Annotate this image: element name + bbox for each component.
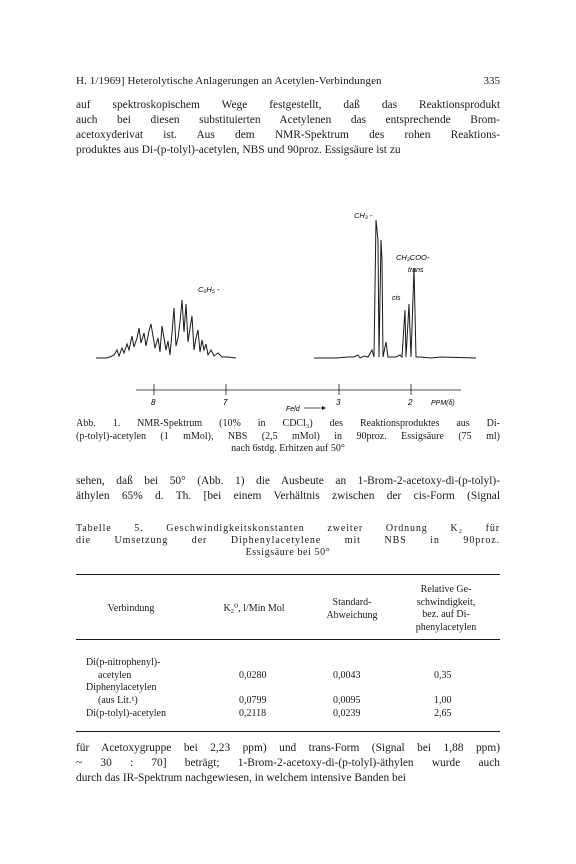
table-cell-std: 0,0043 <box>333 670 361 681</box>
text-line: auch bei diesen substituierten Acetylenen das entsprechende Brom- <box>76 114 500 126</box>
caption-line: nach 6stdg. Erhitzen auf 50° <box>231 443 345 454</box>
peak-label-cis: cis <box>392 295 401 302</box>
header-compound: Verbindung <box>107 603 155 614</box>
running-header <box>76 75 500 87</box>
table-title <box>76 523 500 559</box>
header-relative-rate <box>396 584 496 634</box>
nmr-spectrum-figure <box>96 200 476 415</box>
header-line: Relative Ge- <box>420 584 472 595</box>
paragraph-conclusion <box>76 741 500 786</box>
table-header-rule <box>76 639 500 640</box>
figure-caption <box>76 418 500 456</box>
text-line: durch das IR-Spektrum nachgewiesen, in welchem intensive Banden bei <box>76 772 406 784</box>
peak-label-acetoxy: CH₃COO- <box>396 253 430 262</box>
tick-label: 8 <box>151 398 156 407</box>
table-title-line: Tabelle 5. Geschwindigkeitskonstanten zweiter Ordnung K₂ für <box>76 523 500 534</box>
header-line: bez. auf Di- <box>422 609 470 620</box>
tick-label: 2 <box>408 398 413 407</box>
table-row-name: acetylen <box>98 670 132 681</box>
table-cell-k: 0,2118 <box>239 708 267 719</box>
table-row-name: Diphenylacetylen <box>86 682 157 693</box>
header-line: schwindigkeit, <box>416 596 476 608</box>
field-arrow-head <box>322 406 326 410</box>
table-top-rule <box>76 574 500 575</box>
table-cell-k: 0,0280 <box>239 670 267 681</box>
text-line: acetoxyderivat ist. Aus dem NMR-Spektrum des rohen Reaktions- <box>76 129 500 141</box>
table-bottom-rule <box>76 731 500 732</box>
text-line: äthylen 65% d. Th. [bei einem Verhältnis zwischen der cis-Form (Signal <box>76 490 500 502</box>
table-cell-k: 0,0799 <box>239 695 267 706</box>
spectrum-trace-aliphatic <box>314 220 476 358</box>
header-rate-constant: K₂⁰, l/Min Mol <box>223 603 285 614</box>
text-line: sehen, daß bei 50° (Abb. 1) die Ausbeute an 1-Brom-2-acetoxy-di-(p-tolyl)- <box>76 475 500 487</box>
peak-label-aromatic: C₆H₅ - <box>198 285 220 294</box>
table-row-name: (aus Lit.¹) <box>98 695 138 706</box>
peak-label-methyl: CH₃ - <box>354 211 373 220</box>
table-row-name: Di(p-tolyl)-acetylen <box>86 708 166 719</box>
axis-unit-label: PPM(δ) <box>431 400 455 407</box>
peak-label-trans: trans <box>408 267 424 274</box>
paragraph-intro <box>76 98 500 158</box>
header-title: H. 1/1969] Heterolytische Anlagerungen an Acetylen-Verbindungen <box>76 75 382 87</box>
header-line: Abweichung <box>326 609 378 621</box>
table-cell-std: 0,0095 <box>333 695 361 706</box>
table-cell-rel: 0,35 <box>434 670 452 681</box>
table-title-line: Essigsäure bei 50° <box>245 547 331 558</box>
text-line: ~ 30 : 70] beträgt; 1-Brom-2-acetoxy-di-(p-tolyl)-äthylen wurde auch <box>76 757 500 769</box>
text-line: auf spektroskopischem Wege festgestellt, daß das Reaktionsprodukt <box>76 99 500 111</box>
paragraph-yield <box>76 474 500 504</box>
header-line: Standard- <box>332 597 372 608</box>
tick-label: 3 <box>336 398 341 407</box>
text-line: für Acetoxygruppe bei 2,23 ppm) und trans-Form (Signal bei 1,88 ppm) <box>76 742 500 754</box>
table-title-line: die Umsetzung der Diphenylacetylene mit NBS in 90proz. <box>76 535 500 546</box>
table-cell-rel: 1,00 <box>434 695 452 706</box>
spectrum-trace-aromatic <box>96 300 236 358</box>
page-number: 335 <box>483 75 500 87</box>
header-std-deviation <box>312 597 392 622</box>
header-line: phenylacetylen <box>415 621 477 633</box>
tick-label: 7 <box>223 398 228 407</box>
field-label: Feld <box>286 406 300 413</box>
caption-line: (p-tolyl)-acetylen (1 mMol), NBS (2,5 mMol) in 90proz. Essigsäure (75 ml) <box>76 430 500 442</box>
table-cell-std: 0,0239 <box>333 708 361 719</box>
caption-line: Abb. 1. NMR-Spektrum (10% in CDCl₃) des Reaktionsproduktes aus Di- <box>76 418 500 429</box>
text-line: produktes aus Di-(p-tolyl)-acetylen, NBS und 90proz. Essigsäure ist zu <box>76 144 401 156</box>
table-cell-rel: 2,65 <box>434 708 452 719</box>
table-row-name: Di(p-nitrophenyl)- <box>86 657 161 668</box>
